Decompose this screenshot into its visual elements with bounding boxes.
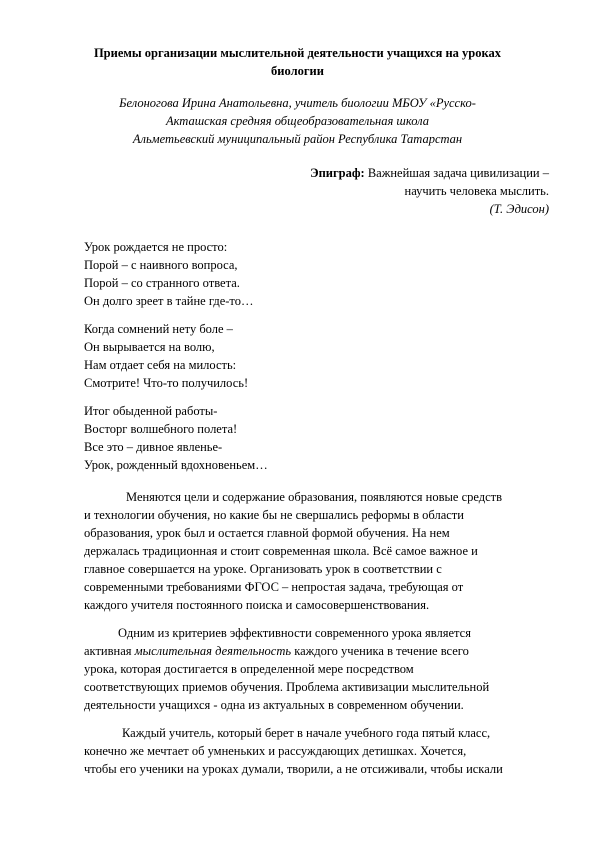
poem-stanza-2 <box>84 320 248 392</box>
epigraph-source: (Т. Эдисон) <box>489 202 549 216</box>
paragraph-line: Каждый учитель, который берет в начале учебного года пятый класс, <box>122 726 491 740</box>
paragraph-line: конечно же мечтает об умненьких и рассуждающих детишках. Хочется, <box>84 744 467 758</box>
paragraph-line: чтобы его ученики на уроках думали, творили, а не отсиживали, чтобы искали <box>84 762 503 776</box>
poem-stanza-3 <box>84 402 268 474</box>
epigraph-label: Эпиграф: <box>310 166 365 180</box>
body-paragraph-3 <box>84 724 544 778</box>
epigraph-line-2: научить человека мыслить. <box>404 184 549 198</box>
epigraph <box>310 164 549 218</box>
body-paragraph-1 <box>84 488 544 614</box>
poem-line: Итог обыденной работы- <box>84 404 218 418</box>
paragraph-line: держалась традиционная и стоит современная школа. Всё самое важное и <box>84 544 478 558</box>
title-line-2: биологии <box>271 64 324 78</box>
author-info <box>60 94 535 148</box>
paragraph-line: главное совершается на уроке. Организовать урок в соответствии с <box>84 562 442 576</box>
author-line-1: Белоногова Ирина Анатольевна, учитель биологии МБОУ «Русско- <box>119 96 476 110</box>
poem-line: Смотрите! Что-то получилось! <box>84 376 249 390</box>
author-line-2: Акташская средняя общеобразовательная школа <box>165 114 430 128</box>
poem-line: Все это – дивное явленье- <box>84 440 223 454</box>
paragraph-line: Меняются цели и содержание образования, появляются новые средств <box>126 490 503 504</box>
paragraph-line: и технологии обучения, но какие бы не свершались реформы в области <box>84 508 464 522</box>
poem-line: Урок, рожденный вдохновеньем… <box>84 458 268 472</box>
paragraph-line: Одним из критериев эффективности современного урока является <box>118 626 471 640</box>
paragraph-text: активная <box>84 644 135 658</box>
paragraph-line: соответствующих приемов обучения. Проблема активизации мыслительной <box>84 680 490 694</box>
poem-line: Урок рождается не просто: <box>84 240 228 254</box>
poem-line: Он долго зреет в тайне где-то… <box>84 294 254 308</box>
paragraph-line: урока, которая достигается в определенной мере посредством <box>84 662 414 676</box>
paragraph-line: современными требованиями ФГОС – непростая задача, требующая от <box>84 580 464 594</box>
epigraph-text-1: Важнейшая задача цивилизации – <box>364 166 549 180</box>
paragraph-line: деятельности учащихся - одна из актуальных в современном обучении. <box>84 698 464 712</box>
paragraph-line: образования, урок был и остается главной формой обучения. На нем <box>84 526 450 540</box>
poem-line: Он вырывается на волю, <box>84 340 215 354</box>
poem-line: Нам отдает себя на милость: <box>84 358 237 372</box>
emphasis-text: мыслительная деятельность <box>134 644 292 658</box>
epigraph-line-1 <box>310 164 549 182</box>
author-line-3: Альметьевский муниципальный район Республика Татарстан <box>132 132 463 146</box>
poem-line: Восторг волшебного полета! <box>84 422 238 436</box>
paragraph-line: каждого учителя постоянного поиска и самосовершенствования. <box>84 598 430 612</box>
paragraph-text: каждого ученика в течение всего <box>291 644 469 658</box>
title-line-1: Приемы организации мыслительной деятельности учащихся на уроках <box>93 46 502 60</box>
document-title <box>60 44 535 80</box>
body-paragraph-2 <box>84 624 544 714</box>
poem-line: Порой – с наивного вопроса, <box>84 258 238 272</box>
poem-line: Порой – со странного ответа. <box>84 276 240 290</box>
poem-line: Когда сомнений нету боле – <box>84 322 233 336</box>
paragraph-line <box>84 642 544 660</box>
poem-stanza-1 <box>84 238 253 310</box>
